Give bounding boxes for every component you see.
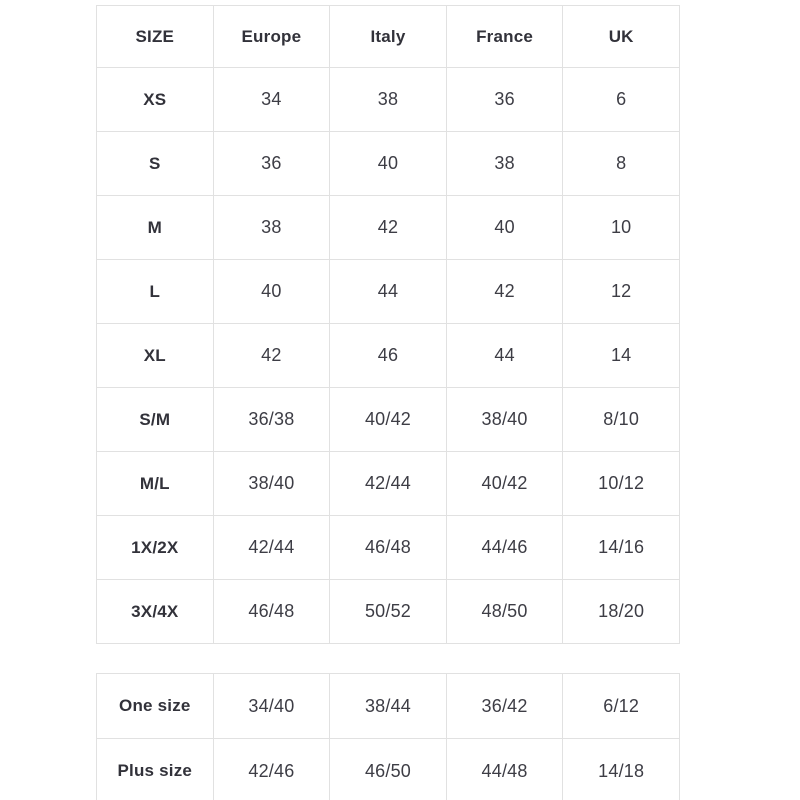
column-header-size: SIZE — [97, 6, 214, 68]
size-value-cell: 6/12 — [563, 674, 680, 739]
size-value-cell: 18/20 — [563, 580, 680, 644]
size-value-cell: 36 — [213, 132, 330, 196]
size-value-cell: 36 — [446, 68, 563, 132]
size-value-cell: 40/42 — [446, 452, 563, 516]
table-row — [97, 674, 680, 739]
size-value-cell: 34 — [213, 68, 330, 132]
header-row — [97, 6, 680, 68]
table-row — [97, 132, 680, 196]
table-row — [97, 580, 680, 644]
size-label: 3X/4X — [97, 580, 214, 644]
size-value-cell: 8/10 — [563, 388, 680, 452]
size-value-cell: 46 — [330, 324, 447, 388]
size-label: 1X/2X — [97, 516, 214, 580]
size-value-cell: 40 — [213, 260, 330, 324]
size-value-cell: 10/12 — [563, 452, 680, 516]
size-value-cell: 38 — [213, 196, 330, 260]
size-table-body — [97, 68, 680, 644]
size-value-cell: 38 — [330, 68, 447, 132]
table-row — [97, 516, 680, 580]
size-value-cell: 44 — [330, 260, 447, 324]
size-value-cell: 42 — [213, 324, 330, 388]
size-value-cell: 46/48 — [330, 516, 447, 580]
column-header-europe: Europe — [213, 6, 330, 68]
size-value-cell: 46/48 — [213, 580, 330, 644]
size-value-cell: 12 — [563, 260, 680, 324]
size-value-cell: 38/40 — [446, 388, 563, 452]
size-value-cell: 14/16 — [563, 516, 680, 580]
size-value-cell: 42 — [330, 196, 447, 260]
size-value-cell: 10 — [563, 196, 680, 260]
size-value-cell: 8 — [563, 132, 680, 196]
size-value-cell: 14 — [563, 324, 680, 388]
size-value-cell: 42 — [446, 260, 563, 324]
size-value-cell: 38/44 — [330, 674, 447, 739]
size-label: XS — [97, 68, 214, 132]
size-value-cell: 44/48 — [446, 739, 563, 800]
size-tables-container — [96, 5, 680, 800]
size-label: M — [97, 196, 214, 260]
size-value-cell: 40 — [330, 132, 447, 196]
special-sizes-table — [96, 673, 680, 800]
table-row — [97, 452, 680, 516]
size-label: M/L — [97, 452, 214, 516]
size-value-cell: 48/50 — [446, 580, 563, 644]
table-row — [97, 324, 680, 388]
size-value-cell: 38 — [446, 132, 563, 196]
size-value-cell: 42/44 — [330, 452, 447, 516]
column-header-italy: Italy — [330, 6, 447, 68]
size-label: Plus size — [97, 739, 214, 800]
size-value-cell: 44 — [446, 324, 563, 388]
size-label: XL — [97, 324, 214, 388]
size-value-cell: 34/40 — [213, 674, 330, 739]
size-label: L — [97, 260, 214, 324]
size-value-cell: 42/46 — [213, 739, 330, 800]
size-value-cell: 38/40 — [213, 452, 330, 516]
column-header-france: France — [446, 6, 563, 68]
table-row — [97, 388, 680, 452]
column-header-uk: UK — [563, 6, 680, 68]
size-value-cell: 42/44 — [213, 516, 330, 580]
size-value-cell: 40/42 — [330, 388, 447, 452]
size-value-cell: 46/50 — [330, 739, 447, 800]
table-row — [97, 196, 680, 260]
table-row — [97, 260, 680, 324]
size-label: S — [97, 132, 214, 196]
size-table-header — [97, 6, 680, 68]
size-label: One size — [97, 674, 214, 739]
size-label: S/M — [97, 388, 214, 452]
size-value-cell: 36/38 — [213, 388, 330, 452]
size-value-cell: 50/52 — [330, 580, 447, 644]
table-row — [97, 739, 680, 800]
size-conversion-table — [96, 5, 680, 644]
size-value-cell: 6 — [563, 68, 680, 132]
size-value-cell: 44/46 — [446, 516, 563, 580]
size-value-cell: 36/42 — [446, 674, 563, 739]
size-value-cell: 14/18 — [563, 739, 680, 800]
size-value-cell: 40 — [446, 196, 563, 260]
table-row — [97, 68, 680, 132]
special-sizes-body — [97, 674, 680, 800]
